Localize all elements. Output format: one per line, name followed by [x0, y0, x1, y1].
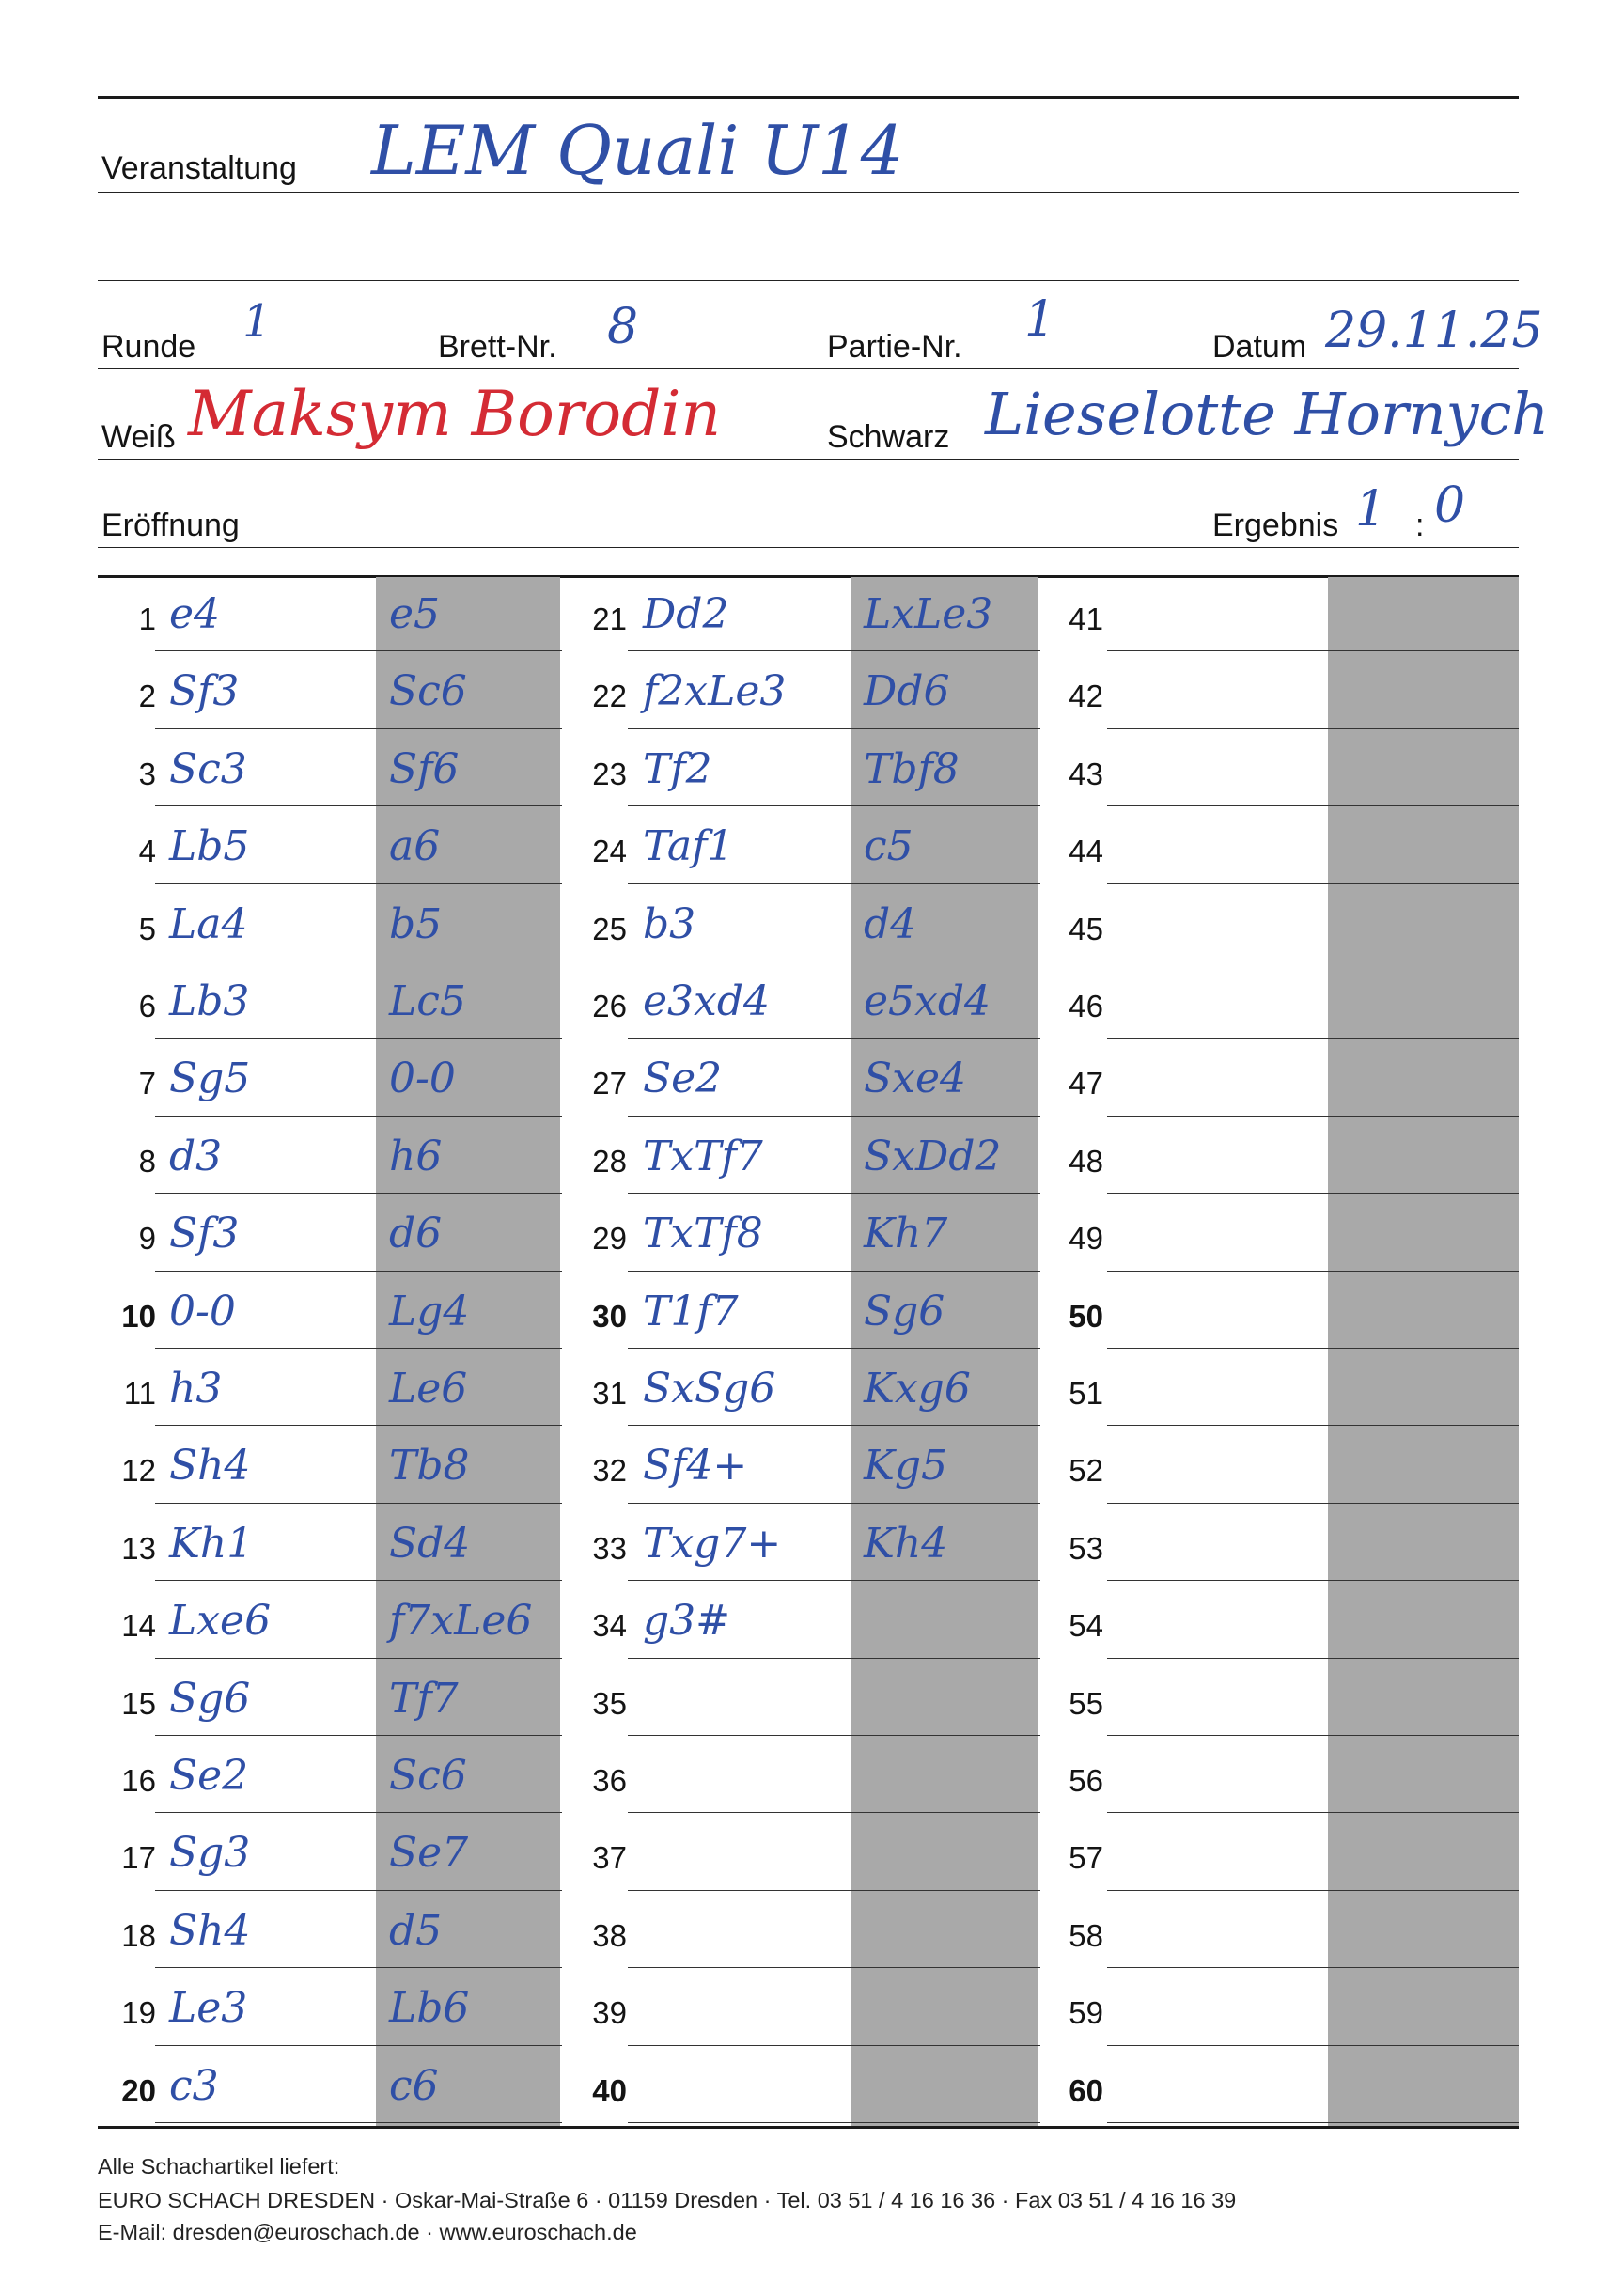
move-number: 33 — [592, 1530, 627, 1566]
white-move: Dd2 — [643, 590, 729, 638]
move-row-line — [628, 1658, 1040, 1659]
black-move: c6 — [389, 2061, 439, 2110]
black-move: Se7 — [389, 1829, 469, 1878]
move-row-line — [1107, 1890, 1519, 1891]
black-move: 0-0 — [389, 1054, 456, 1103]
move-row-line — [628, 883, 1040, 884]
move-row-line — [1107, 1425, 1519, 1426]
ergebnis-separator: : — [1415, 508, 1425, 543]
move-row-line — [628, 1890, 1040, 1891]
move-row-line — [628, 1503, 1040, 1504]
move-number: 15 — [121, 1685, 156, 1721]
move-number: 59 — [1069, 1995, 1103, 2031]
move-number: 50 — [1069, 1298, 1103, 1334]
move-number: 23 — [592, 756, 627, 791]
move-number: 29 — [592, 1221, 627, 1257]
move-row-line — [155, 728, 562, 729]
white-move: b3 — [643, 899, 696, 948]
white-move: Sg6 — [169, 1674, 251, 1723]
move-number: 13 — [121, 1530, 156, 1566]
schwarz-label: Schwarz — [827, 419, 950, 455]
move-number: 53 — [1069, 1530, 1103, 1566]
move-row-line — [1107, 1503, 1519, 1504]
move-row-line — [155, 1425, 562, 1426]
move-row-line — [628, 805, 1040, 806]
black-move-column-shade — [1328, 577, 1519, 2126]
black-move: Sc6 — [389, 667, 467, 716]
black-move: d5 — [389, 1906, 443, 1955]
move-number: 18 — [121, 1917, 156, 1953]
datum-value: 29.11.25 — [1325, 303, 1543, 359]
move-number: 20 — [121, 2072, 156, 2108]
white-move: e3xd4 — [643, 977, 771, 1025]
move-row-line — [628, 728, 1040, 729]
move-row-line — [1107, 1038, 1519, 1039]
table-top-rule — [98, 575, 1519, 578]
move-row-line — [155, 1348, 562, 1349]
footer-line-1: Alle Schachartikel liefert: — [98, 2154, 340, 2179]
black-move: c5 — [864, 822, 913, 871]
black-move: f7xLe6 — [389, 1597, 533, 1646]
move-number: 45 — [1069, 911, 1103, 946]
move-row-line — [155, 1735, 562, 1736]
move-number: 34 — [592, 1608, 627, 1644]
move-number: 24 — [592, 834, 627, 869]
move-number: 16 — [121, 1763, 156, 1798]
white-move: SxSg6 — [643, 1365, 776, 1413]
move-number: 8 — [138, 1143, 156, 1179]
black-move: Kh7 — [864, 1210, 948, 1258]
move-row-line — [628, 1193, 1040, 1194]
white-move: Lb5 — [169, 822, 250, 871]
black-move: Sxe4 — [864, 1054, 966, 1103]
black-move: Dd6 — [864, 667, 950, 716]
move-row-line — [1107, 728, 1519, 729]
spacer-rule — [98, 280, 1519, 281]
move-row-line — [628, 650, 1040, 651]
move-number: 57 — [1069, 1840, 1103, 1876]
move-row-line — [628, 1038, 1040, 1039]
move-number: 11 — [123, 1376, 156, 1411]
move-row-line — [628, 1116, 1040, 1117]
move-row-line — [155, 1038, 562, 1039]
move-number: 27 — [592, 1066, 627, 1101]
table-bottom-rule — [98, 2126, 1519, 2129]
move-row-line — [155, 2122, 562, 2123]
move-row-line — [628, 1580, 1040, 1581]
move-number: 1 — [138, 601, 156, 636]
black-move: LxLe3 — [864, 590, 993, 638]
move-number: 48 — [1069, 1143, 1103, 1179]
black-move: Tbf8 — [864, 744, 960, 793]
move-number: 6 — [138, 989, 156, 1023]
move-row-line — [1107, 1271, 1519, 1272]
white-move: Taf1 — [643, 822, 734, 871]
move-number: 54 — [1069, 1608, 1103, 1644]
move-number: 47 — [1069, 1066, 1103, 1101]
black-move-column-shade — [376, 577, 560, 2126]
white-move: Kh1 — [169, 1519, 254, 1568]
opening-rule — [98, 547, 1519, 548]
move-number: 17 — [121, 1840, 156, 1876]
move-number: 56 — [1069, 1763, 1103, 1798]
move-number: 5 — [138, 911, 156, 946]
move-row-line — [628, 1967, 1040, 1968]
footer-line-3: E-Mail: dresden@euroschach.de · www.euroschach.de — [98, 2220, 637, 2244]
black-move: Tf7 — [389, 1674, 459, 1723]
move-number: 55 — [1069, 1685, 1103, 1721]
move-row-line — [155, 1580, 562, 1581]
footer-line-2: EURO SCHACH DRESDEN · Oskar-Mai-Straße 6 · 01159 Dresden · Tel. 03 51 / 4 16 16 36 · Fax 03 51 / 4 16 16 39 — [98, 2188, 1237, 2212]
black-move: e5 — [389, 590, 441, 638]
move-row-line — [628, 2122, 1040, 2123]
move-row-line — [155, 2045, 562, 2046]
move-number: 9 — [138, 1221, 156, 1257]
weiss-value: Maksym Borodin — [188, 378, 722, 450]
white-move: Lb3 — [169, 977, 250, 1025]
runde-value: 1 — [242, 295, 272, 348]
ergebnis-white: 1 — [1355, 481, 1387, 538]
black-move: Lb6 — [389, 1984, 470, 2033]
move-row-line — [1107, 1735, 1519, 1736]
white-move: Se2 — [169, 1752, 249, 1800]
white-move: Sf3 — [169, 667, 240, 716]
schwarz-value: Lieselotte Hornych — [985, 380, 1550, 448]
white-move: Sg5 — [169, 1054, 251, 1103]
move-row-line — [155, 1116, 562, 1117]
white-move: Sh4 — [169, 1442, 251, 1491]
black-move: Tb8 — [389, 1442, 470, 1491]
black-move: a6 — [389, 822, 441, 871]
veranstaltung-label: Veranstaltung — [101, 150, 297, 186]
black-move: Sg6 — [864, 1287, 945, 1335]
datum-label: Datum — [1212, 329, 1307, 365]
white-move: Tf2 — [643, 744, 712, 793]
players-rule — [98, 459, 1519, 460]
white-move: La4 — [169, 899, 248, 948]
white-move: 0-0 — [169, 1287, 236, 1335]
move-row-line — [155, 1812, 562, 1813]
white-move: d3 — [169, 1132, 223, 1180]
black-move: d6 — [389, 1210, 443, 1258]
black-move: Sd4 — [389, 1519, 471, 1568]
eroeffnung-label: Eröffnung — [101, 508, 240, 543]
move-number: 28 — [592, 1143, 627, 1179]
partie-label: Partie-Nr. — [827, 329, 962, 365]
black-move: b5 — [389, 899, 443, 948]
move-row-line — [1107, 1580, 1519, 1581]
move-row-line — [1107, 1967, 1519, 1968]
move-number: 37 — [592, 1840, 627, 1876]
move-number: 44 — [1069, 834, 1103, 869]
move-number: 52 — [1069, 1453, 1103, 1489]
black-move: Kxg6 — [864, 1365, 971, 1413]
move-row-line — [155, 883, 562, 884]
move-row-line — [628, 2045, 1040, 2046]
white-move: Se2 — [643, 1054, 723, 1103]
white-move: Sg3 — [169, 1829, 251, 1878]
move-number: 32 — [592, 1453, 627, 1489]
move-row-line — [155, 1193, 562, 1194]
ergebnis-black: 0 — [1434, 477, 1466, 534]
white-move: Sf4+ — [643, 1442, 748, 1491]
veranstaltung-rule — [98, 192, 1519, 193]
move-number: 46 — [1069, 989, 1103, 1023]
move-row-line — [155, 650, 562, 651]
black-move: Kh4 — [864, 1519, 948, 1568]
move-number: 4 — [138, 834, 156, 869]
move-number: 43 — [1069, 756, 1103, 791]
move-row-line — [628, 1271, 1040, 1272]
move-number: 2 — [138, 679, 156, 714]
black-move-column-shade — [851, 577, 1038, 2126]
move-number: 49 — [1069, 1221, 1103, 1257]
black-move: Lc5 — [389, 977, 466, 1025]
move-number: 31 — [592, 1376, 627, 1411]
move-row-line — [1107, 650, 1519, 651]
move-number: 51 — [1069, 1376, 1103, 1411]
white-move: f2xLe3 — [643, 667, 787, 716]
veranstaltung-value: LEM Quali U14 — [371, 111, 904, 190]
move-row-line — [155, 1658, 562, 1659]
move-number: 12 — [121, 1453, 156, 1489]
move-row-line — [155, 805, 562, 806]
black-move: h6 — [389, 1132, 443, 1180]
move-row-line — [1107, 883, 1519, 884]
move-row-line — [1107, 1348, 1519, 1349]
black-move: SxDd2 — [864, 1132, 1002, 1180]
move-row-line — [628, 1812, 1040, 1813]
move-row-line — [628, 1425, 1040, 1426]
move-number: 26 — [592, 989, 627, 1023]
move-row-line — [1107, 1116, 1519, 1117]
white-move: Sc3 — [169, 744, 247, 793]
move-row-line — [1107, 1658, 1519, 1659]
move-row-line — [1107, 1193, 1519, 1194]
white-move: e4 — [169, 590, 221, 638]
black-move: Sc6 — [389, 1752, 467, 1800]
move-number: 41 — [1069, 601, 1103, 636]
black-move: Kg5 — [864, 1442, 948, 1491]
move-row-line — [155, 1967, 562, 1968]
move-number: 14 — [121, 1608, 156, 1644]
move-number: 19 — [121, 1995, 156, 2031]
white-move: Le3 — [169, 1984, 248, 2033]
black-move: e5xd4 — [864, 977, 991, 1025]
black-move: Lg4 — [389, 1287, 470, 1335]
move-number: 3 — [138, 756, 156, 791]
move-number: 39 — [592, 1995, 627, 2031]
white-move: T1f7 — [643, 1287, 739, 1335]
white-move: Lxe6 — [169, 1597, 272, 1646]
move-number: 10 — [121, 1298, 156, 1334]
white-move: Sf3 — [169, 1210, 240, 1258]
move-row-line — [1107, 805, 1519, 806]
white-move: TxTf7 — [643, 1132, 763, 1180]
move-row-line — [155, 1503, 562, 1504]
brett-value: 8 — [607, 299, 639, 355]
move-number: 30 — [592, 1298, 627, 1334]
move-number: 40 — [592, 2072, 627, 2108]
move-number: 38 — [592, 1917, 627, 1953]
move-number: 60 — [1069, 2072, 1103, 2108]
white-move: Sh4 — [169, 1906, 251, 1955]
white-move: g3# — [643, 1597, 731, 1646]
runde-rule — [98, 368, 1519, 369]
move-number: 22 — [592, 679, 627, 714]
white-move: TxTf8 — [643, 1210, 763, 1258]
top-rule — [98, 96, 1519, 99]
black-move: Sf6 — [389, 744, 460, 793]
move-row-line — [628, 1735, 1040, 1736]
move-row-line — [1107, 1812, 1519, 1813]
move-number: 36 — [592, 1763, 627, 1798]
move-number: 7 — [138, 1066, 156, 1101]
move-number: 58 — [1069, 1917, 1103, 1953]
move-number: 21 — [592, 601, 627, 636]
move-number: 42 — [1069, 679, 1103, 714]
ergebnis-label: Ergebnis — [1212, 508, 1339, 543]
white-move: c3 — [169, 2061, 219, 2110]
move-number: 35 — [592, 1685, 627, 1721]
move-row-line — [155, 1271, 562, 1272]
move-row-line — [1107, 2122, 1519, 2123]
white-move: h3 — [169, 1365, 223, 1413]
weiss-label: Weiß — [101, 419, 176, 455]
white-move: Txg7+ — [643, 1519, 782, 1568]
partie-value: 1 — [1024, 291, 1056, 348]
move-row-line — [628, 1348, 1040, 1349]
move-number: 25 — [592, 911, 627, 946]
black-move: d4 — [864, 899, 917, 948]
move-row-line — [1107, 2045, 1519, 2046]
runde-label: Runde — [101, 329, 196, 365]
brett-label: Brett-Nr. — [438, 329, 557, 365]
move-row-line — [155, 1890, 562, 1891]
black-move: Le6 — [389, 1365, 468, 1413]
